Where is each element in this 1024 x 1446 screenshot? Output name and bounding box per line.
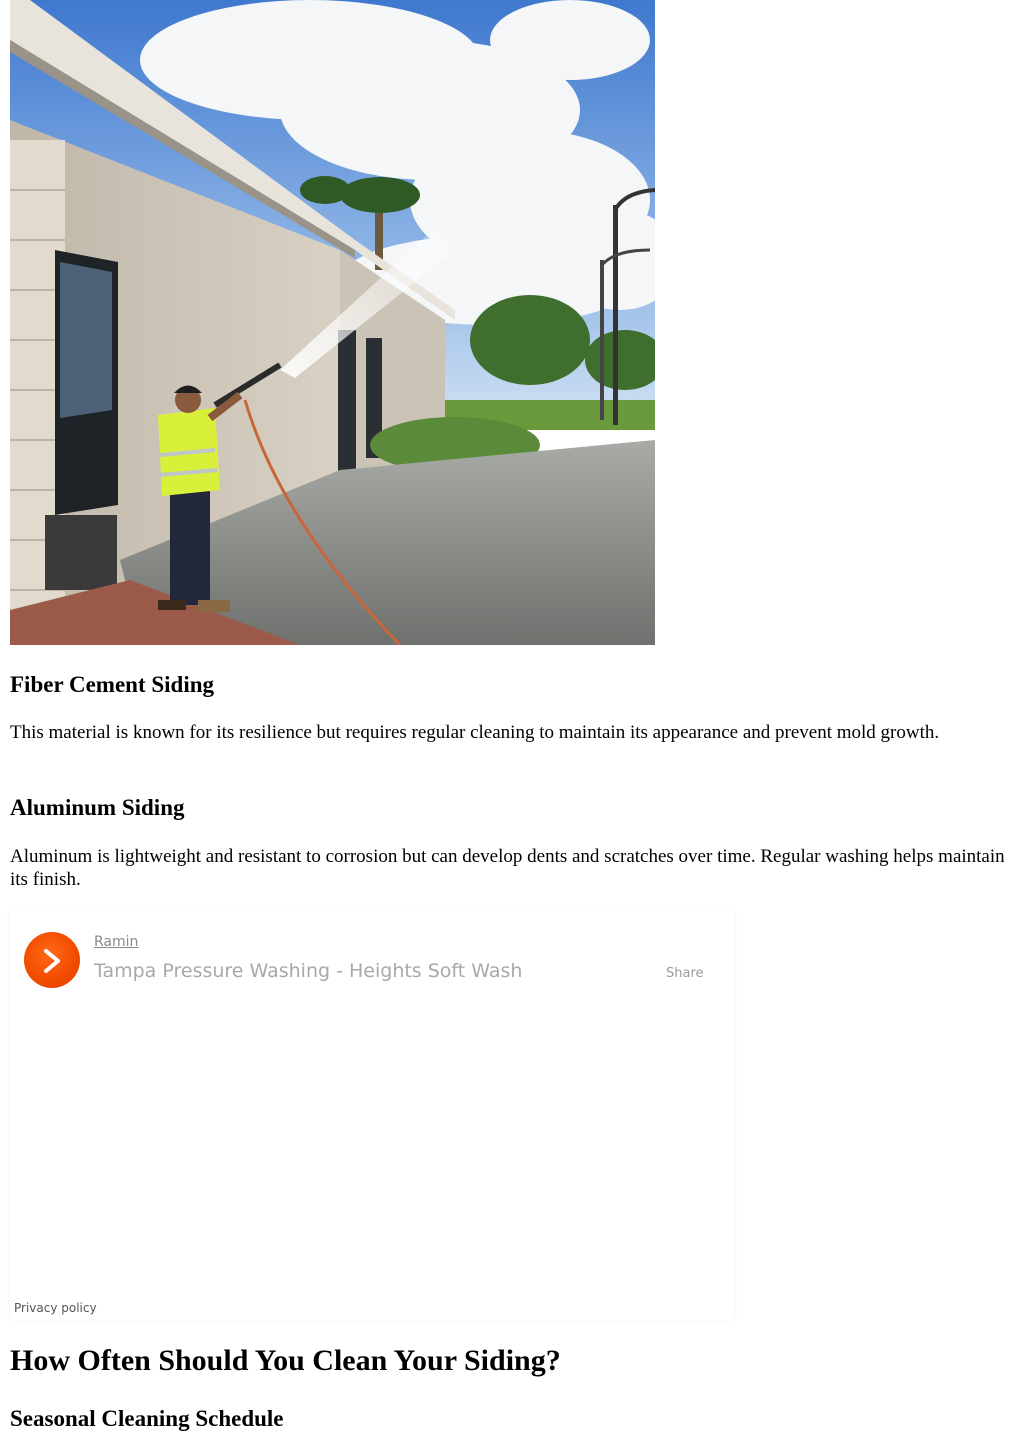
section-heading-fiber-cement: Fiber Cement Siding <box>10 672 215 697</box>
track-title[interactable]: Tampa Pressure Washing - Heights Soft Wash <box>94 960 523 982</box>
play-button[interactable] <box>24 932 80 988</box>
share-button[interactable]: Share <box>666 966 704 981</box>
section-heading-cleaning-frequency: How Often Should You Clean Your Siding? <box>10 1344 561 1377</box>
section-heading-aluminum: Aluminum Siding <box>10 795 185 820</box>
play-icon <box>42 948 64 974</box>
section-text-fiber-cement: This material is known for its resilience but requires regular cleaning to maintain its appearance and prevent mold growth. <box>10 722 940 743</box>
privacy-policy-link[interactable]: Privacy policy <box>14 1301 97 1315</box>
author-link[interactable]: Ramin <box>94 934 139 950</box>
audio-player-embed <box>10 910 734 1320</box>
photo-illustration <box>10 0 655 645</box>
pressure-washing-photo <box>10 0 655 645</box>
subheading-seasonal-schedule: Seasonal Cleaning Schedule <box>10 1406 284 1431</box>
section-text-aluminum: Aluminum is lightweight and resistant to corrosion but can develop dents and scratches over time. Regular washing helps maintain its finish. <box>10 846 1005 890</box>
